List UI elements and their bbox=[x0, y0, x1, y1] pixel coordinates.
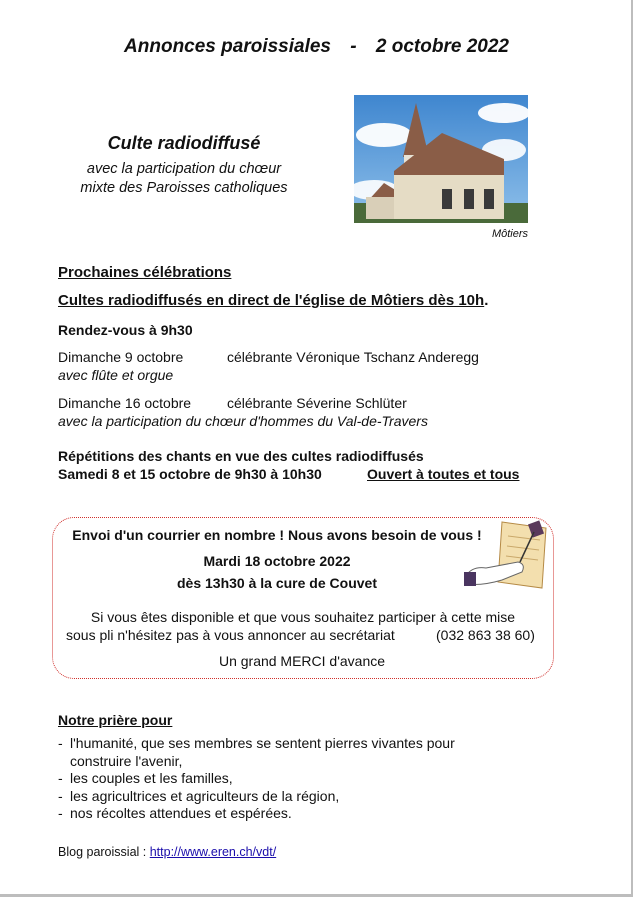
blog-link[interactable]: http://www.eren.ch/vdt/ bbox=[149, 845, 277, 859]
repetitions-line-1: Répétitions des chants en vue des cultes radiodiffusés bbox=[58, 448, 424, 464]
photo-caption: Môtiers bbox=[491, 228, 528, 240]
courrier-text-2: sous pli n'hésitez pas à vous annoncer au secrétariat bbox=[66, 627, 395, 643]
blog-line bbox=[58, 845, 276, 859]
courrier-title: Envoi d'un courrier en nombre ! Nous avons besoin de vous ! bbox=[72, 527, 482, 543]
courrier-phone: (032 863 38 60) bbox=[436, 627, 535, 643]
page-title: Annonces paroissiales - 2 octobre 2022 bbox=[124, 36, 509, 57]
rdv-text: Rendez-vous à 9h30 bbox=[58, 322, 193, 338]
culte-title: Culte radiodiffusé bbox=[107, 133, 261, 153]
celebrations-subheading: Cultes radiodiffusés en direct de l'église de Môtiers dès 10h. bbox=[58, 292, 489, 309]
repetitions-open: Ouvert à toutes et tous bbox=[367, 466, 520, 482]
list-item: - les couples et les familles, bbox=[58, 770, 233, 786]
celebration-note-1: avec flûte et orgue bbox=[58, 367, 174, 383]
courrier-text-1: Si vous êtes disponible et que vous souhaitez participer à cette mise bbox=[90, 609, 516, 625]
celebration-celebrant-1: célébrante Véronique Tschanz Anderegg bbox=[227, 349, 479, 365]
church-illustration bbox=[354, 95, 528, 223]
list-item: - nos récoltes attendues et espérées. bbox=[58, 805, 292, 821]
blog-label: Blog paroissial : bbox=[58, 845, 147, 859]
writing-hand-icon bbox=[462, 518, 550, 592]
culte-block bbox=[64, 133, 304, 198]
courrier-date: Mardi 18 octobre 2022 bbox=[203, 553, 351, 569]
courrier-place: dès 13h30 à la cure de Couvet bbox=[177, 575, 377, 591]
priere-heading: Notre prière pour bbox=[58, 712, 173, 728]
celebration-date-1: Dimanche 9 octobre bbox=[58, 349, 184, 365]
list-item-continuation: construire l'avenir, bbox=[70, 752, 183, 769]
church-photo bbox=[354, 95, 528, 223]
courrier-thanks: Un grand MERCI d'avance bbox=[218, 653, 386, 669]
list-item: - les agricultrices et agriculteurs de la région, bbox=[58, 787, 340, 804]
list-item: - l'humanité, que ses membres se sentent pierres vivantes pour bbox=[58, 735, 455, 751]
celebration-note-2: avec la participation du chœur d'hommes du Val-de-Travers bbox=[58, 413, 428, 429]
celebration-celebrant-2: célébrante Séverine Schlüter bbox=[227, 395, 407, 411]
repetitions-line-2: Samedi 8 et 15 octobre de 9h30 à 10h30 bbox=[58, 466, 322, 482]
celebration-date-2: Dimanche 16 octobre bbox=[58, 395, 192, 411]
priere-list bbox=[58, 735, 538, 823]
culte-subtitle-1: avec la participation du chœur bbox=[86, 161, 282, 177]
celebrations-heading: Prochaines célébrations bbox=[58, 264, 232, 281]
culte-subtitle-2: mixte des Paroisses catholiques bbox=[80, 180, 288, 196]
